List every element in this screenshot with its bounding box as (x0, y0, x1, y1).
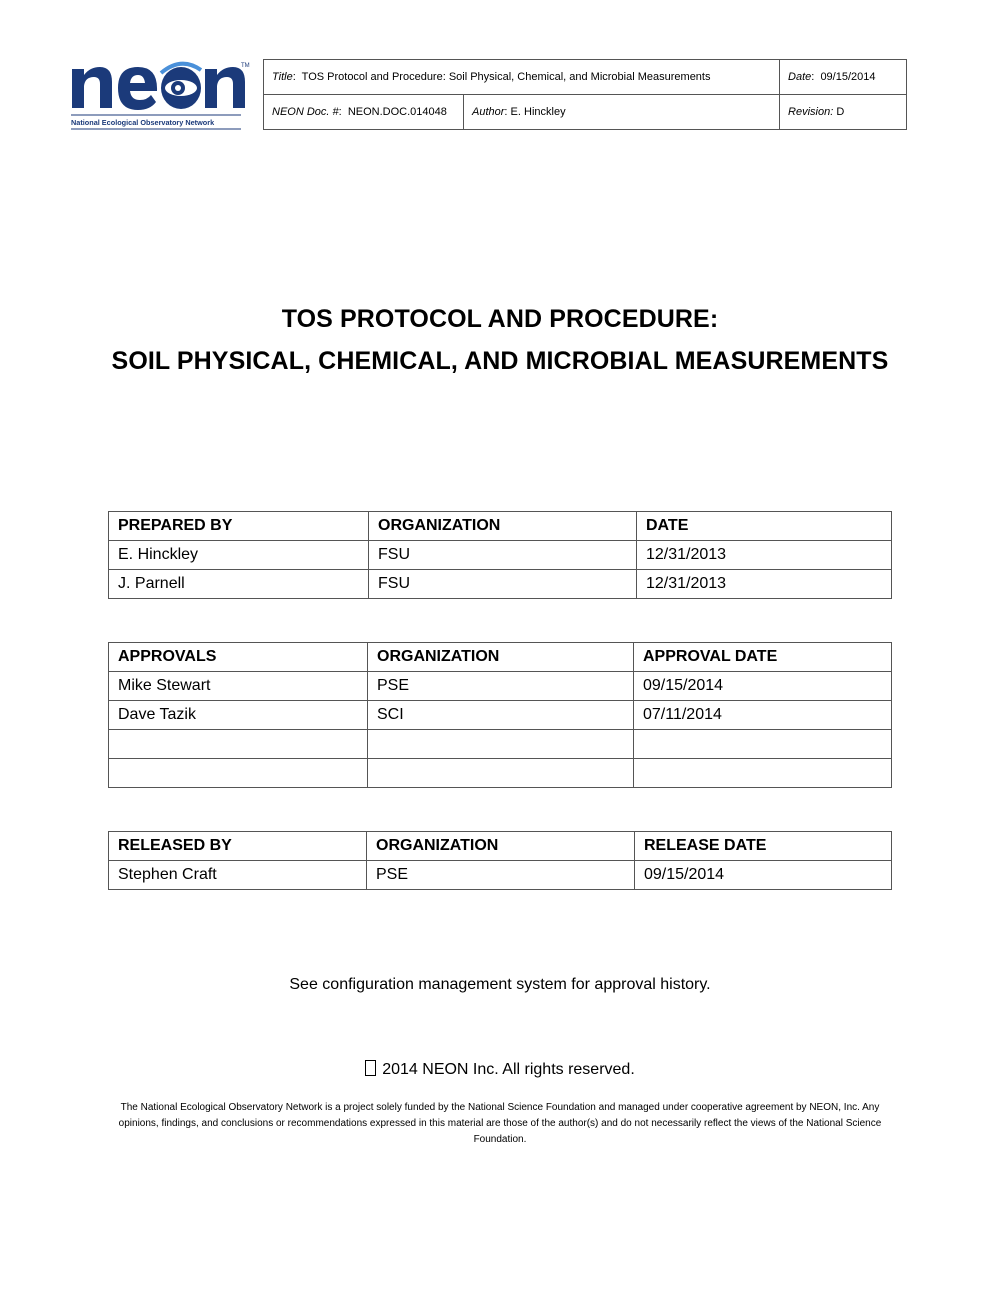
header-doc-cell: NEON Doc. #: NEON.DOC.014048 (264, 95, 464, 130)
table-cell (109, 730, 368, 759)
column-header: DATE (637, 512, 892, 541)
header-date-label: Date (788, 71, 812, 83)
column-header: RELEASED BY (109, 832, 367, 861)
column-header: ORGANIZATION (368, 643, 634, 672)
copyright-text: 2014 NEON Inc. All rights reserved. (382, 1061, 635, 1078)
header-date-value: 09/15/2014 (820, 71, 876, 83)
document-title-line-2: SOIL PHYSICAL, CHEMICAL, AND MICROBIAL MEASUREMENTS (111, 347, 889, 375)
column-header: APPROVAL DATE (634, 643, 892, 672)
released-by-table (108, 831, 892, 890)
table-cell: 09/15/2014 (634, 672, 892, 701)
table-cell (634, 759, 892, 788)
approvals-table (108, 642, 892, 788)
copyright-symbol-icon (365, 1060, 376, 1076)
table-row (109, 730, 892, 759)
logo-tagline: National Ecological Observatory Network (71, 118, 215, 127)
header-revision-label: Revision: (788, 106, 834, 118)
header-title-label: Title (272, 71, 293, 83)
table-header-row (109, 832, 892, 861)
table-row (109, 861, 892, 890)
prepared-by-table (108, 511, 892, 599)
header-date-cell: Date: 09/15/2014 (780, 60, 907, 95)
table-row (109, 570, 892, 599)
neon-logo (70, 58, 255, 133)
table-cell: Dave Tazik (109, 701, 368, 730)
table-cell: 07/11/2014 (634, 701, 892, 730)
table-cell (368, 759, 634, 788)
table-row (109, 701, 892, 730)
header-title-value: TOS Protocol and Procedure: Soil Physical, Chemical, and Microbial Measurements (301, 71, 711, 83)
table-cell (634, 730, 892, 759)
table-cell (368, 730, 634, 759)
table-header-row (109, 512, 892, 541)
header-revision-cell (780, 95, 907, 130)
copyright-line (0, 1060, 1000, 1079)
table-cell: 12/31/2013 (637, 570, 892, 599)
header-title-cell: Title: TOS Protocol and Procedure: Soil Physical, Chemical, and Microbial Measurements (264, 60, 780, 95)
table-cell: Mike Stewart (109, 672, 368, 701)
column-header: ORGANIZATION (367, 832, 635, 861)
funding-disclaimer: The National Ecological Observatory Network is a project solely funded by the National Science Foundation and managed under cooperative agreement by NEON, Inc. Any opinions, findings, and conclusions or recommendations expressed in this material are those of the author(s) and do not necessarily reflect the views of the National Science Foundation. (118, 1102, 882, 1145)
document-header-table (263, 59, 907, 130)
logo-tm: TM (241, 63, 250, 69)
table-cell: Stephen Craft (109, 861, 367, 890)
table-cell (109, 759, 368, 788)
document-title-line-1: TOS PROTOCOL AND PROCEDURE: (281, 305, 719, 333)
table-cell: J. Parnell (109, 570, 369, 599)
header-author-label: Author (472, 106, 505, 118)
table-cell: PSE (368, 672, 634, 701)
table-cell: FSU (369, 541, 637, 570)
table-header-row (109, 643, 892, 672)
column-header: ORGANIZATION (369, 512, 637, 541)
table-cell: PSE (367, 861, 635, 890)
header-revision-value: D (836, 106, 845, 118)
column-header: APPROVALS (109, 643, 368, 672)
header-author-value: E. Hinckley (510, 106, 566, 118)
column-header: RELEASE DATE (635, 832, 892, 861)
header-doc-label: NEON Doc. # (272, 106, 339, 118)
table-cell: SCI (368, 701, 634, 730)
column-header: PREPARED BY (109, 512, 369, 541)
table-row (109, 759, 892, 788)
config-management-note: See configuration management system for approval history. (289, 976, 711, 993)
table-cell: E. Hinckley (109, 541, 369, 570)
table-row (109, 541, 892, 570)
header-doc-value: NEON.DOC.014048 (347, 106, 447, 118)
header-author-cell: Author: E. Hinckley (464, 95, 780, 130)
table-cell: 09/15/2014 (635, 861, 892, 890)
table-cell: 12/31/2013 (637, 541, 892, 570)
table-row (109, 672, 892, 701)
table-cell: FSU (369, 570, 637, 599)
